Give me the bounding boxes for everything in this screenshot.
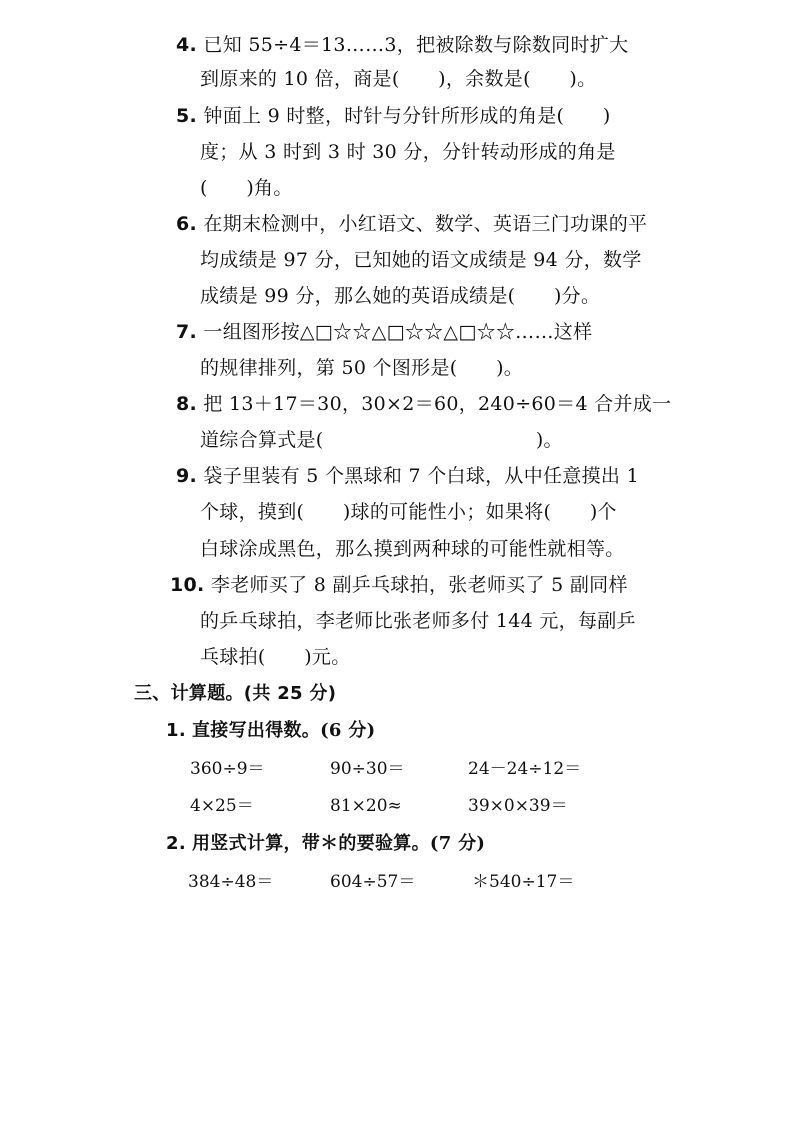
question-7-line-1 [176,320,592,344]
question-10-line-1 [170,573,628,597]
question-text: 在期末检测中，小红语文、数学、英语三门功课的平 [203,213,648,235]
question-5-line-1 [176,104,611,128]
calc-item: 24－24÷12＝ [468,759,582,779]
subquestion-text: 直接写出得数。(6 分) [192,720,376,741]
calc-item: 90÷30＝ [330,759,405,779]
question-number: 6. [176,213,198,235]
question-6-line-2: 均成绩是 97 分，已知她的语文成绩是 94 分，数学 [200,249,642,271]
subquestion-1 [166,719,375,743]
question-7-line-2: 的规律排列，第 50 个图形是( )。 [200,357,524,379]
question-text: 已知 55÷4＝13……3，把被除数与除数同时扩大 [203,34,629,56]
question-9-line-2: 个球，摸到( )球的可能性小；如果将( )个 [200,501,617,523]
calc-item: 39×0×39＝ [468,796,568,816]
question-10-line-2: 的乒乓球拍，李老师比张老师多付 144 元，每副乒 [200,610,636,632]
question-8-line-2: 道综合算式是( )。 [200,429,563,451]
calc-item: 604÷57＝ [330,872,416,892]
calc-item: ＊540÷17＝ [472,872,575,892]
subquestion-number: 1. [166,720,186,741]
question-text: 袋子里装有 5 个黑球和 7 个白球，从中任意摸出 1 [203,465,639,487]
question-number: 7. [176,321,198,343]
subquestion-number: 2. [166,833,186,854]
question-text: 一组图形按△□☆☆△□☆☆△□☆☆……这样 [203,321,593,343]
question-6-line-1 [176,212,647,236]
subquestion-2 [166,832,485,856]
question-4-line-1 [176,33,628,57]
question-text: 李老师买了 8 副乒乓球拍，张老师买了 5 副同样 [210,574,628,596]
subquestion-text: 用竖式计算，带＊的要验算。(7 分) [192,833,486,854]
question-number: 8. [176,393,198,415]
question-10-line-3: 乓球拍( )元。 [200,646,351,668]
question-number: 5. [176,105,198,127]
question-text: 把 13＋17＝30，30×2＝60，240÷60＝4 合并成一 [203,393,672,415]
calc-item: 384÷48＝ [188,872,274,892]
section-3-title: 三、计算题。(共 25 分) [134,683,337,704]
question-9-line-1 [176,464,639,488]
calc-item: 81×20≈ [330,796,402,816]
question-number: 10. [170,574,205,596]
question-9-line-3: 白球涂成黑色，那么摸到两种球的可能性就相等。 [200,538,625,560]
question-text: 钟面上 9 时整，时针与分针所形成的角是( ) [203,105,611,127]
question-6-line-3: 成绩是 99 分，那么她的英语成绩是( )分。 [200,285,601,307]
calc-item: 4×25＝ [190,796,254,816]
question-4-line-2: 到原来的 10 倍，商是( )，余数是( )。 [200,68,597,90]
question-number: 4. [176,34,198,56]
question-5-line-3: ( )角。 [200,177,293,199]
question-number: 9. [176,465,198,487]
calc-item: 360÷9＝ [190,759,265,779]
question-5-line-2: 度；从 3 时到 3 时 30 分，分针转动形成的角是 [200,141,616,163]
question-8-line-1 [176,392,671,416]
